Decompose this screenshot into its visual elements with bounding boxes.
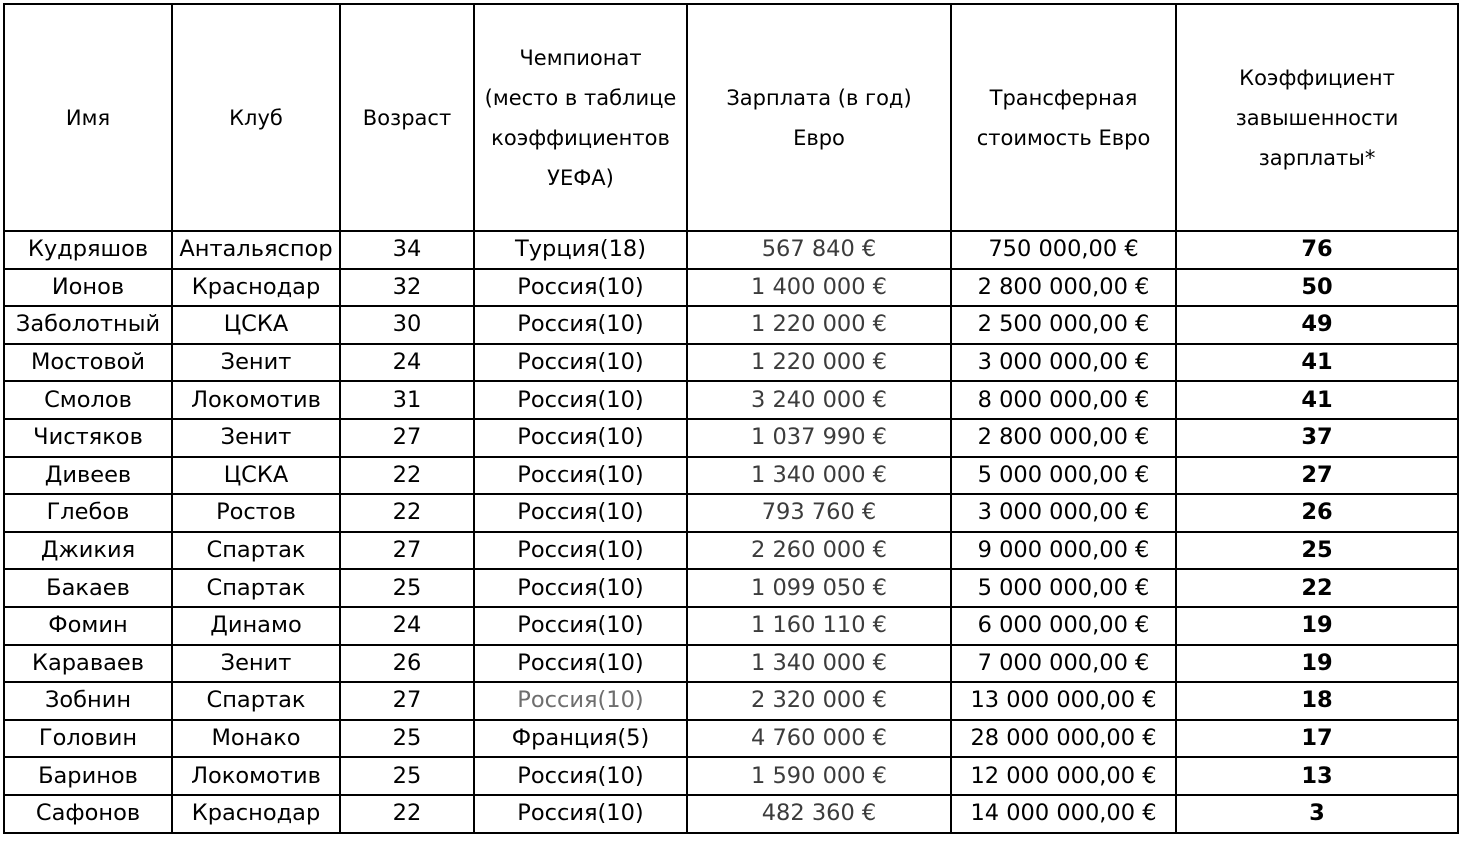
salary-table	[3, 3, 1459, 834]
coefficient-cell: 17	[1176, 720, 1458, 758]
header-age: Возраст	[340, 4, 474, 231]
club-cell: ЦСКА	[172, 306, 340, 344]
club-cell: Локомотив	[172, 757, 340, 795]
header-championship	[474, 4, 687, 231]
coefficient-cell: 50	[1176, 269, 1458, 307]
header-championship-text: Чемпионат (место в таблице коэффициентов УЕФА)	[484, 45, 677, 190]
transfer-value-cell: 5 000 000,00 €	[951, 457, 1176, 495]
salary-cell: 1 220 000 €	[687, 306, 951, 344]
championship-cell: Россия(10)	[474, 306, 687, 344]
transfer-value-cell: 6 000 000,00 €	[951, 607, 1176, 645]
club-cell: Локомотив	[172, 381, 340, 419]
coefficient-cell: 41	[1176, 344, 1458, 382]
age-cell: 30	[340, 306, 474, 344]
salary-cell: 1 037 990 €	[687, 419, 951, 457]
coefficient-cell: 27	[1176, 457, 1458, 495]
championship-cell: Россия(10)	[474, 457, 687, 495]
club-cell: Спартак	[172, 569, 340, 607]
transfer-value-cell: 3 000 000,00 €	[951, 494, 1176, 532]
player-name-cell: Дивеев	[4, 457, 172, 495]
table-header	[4, 4, 1458, 231]
player-name-cell: Фомин	[4, 607, 172, 645]
transfer-value-cell: 2 500 000,00 €	[951, 306, 1176, 344]
table-row	[4, 795, 1458, 833]
age-cell: 27	[340, 419, 474, 457]
age-cell: 27	[340, 532, 474, 570]
transfer-value-cell: 8 000 000,00 €	[951, 381, 1176, 419]
header-coefficient-text: Коэффициент завышенности зарплаты*	[1235, 65, 1399, 170]
player-name-cell: Сафонов	[4, 795, 172, 833]
championship-cell: Россия(10)	[474, 344, 687, 382]
championship-cell: Россия(10)	[474, 757, 687, 795]
header-name: Имя	[4, 4, 172, 231]
club-cell: Динамо	[172, 607, 340, 645]
club-cell: Зенит	[172, 645, 340, 683]
table-row	[4, 457, 1458, 495]
table-row	[4, 569, 1458, 607]
table-body	[4, 231, 1458, 833]
championship-cell: Россия(10)	[474, 494, 687, 532]
coefficient-cell: 37	[1176, 419, 1458, 457]
coefficient-cell: 3	[1176, 795, 1458, 833]
header-row	[4, 4, 1458, 231]
salary-cell: 1 220 000 €	[687, 344, 951, 382]
age-cell: 24	[340, 344, 474, 382]
championship-cell: Россия(10)	[474, 795, 687, 833]
transfer-value-cell: 13 000 000,00 €	[951, 682, 1176, 720]
player-name-cell: Головин	[4, 720, 172, 758]
transfer-value-cell: 9 000 000,00 €	[951, 532, 1176, 570]
salary-cell: 4 760 000 €	[687, 720, 951, 758]
coefficient-cell: 49	[1176, 306, 1458, 344]
table-row	[4, 757, 1458, 795]
salary-cell: 1 340 000 €	[687, 645, 951, 683]
coefficient-cell: 25	[1176, 532, 1458, 570]
player-name-cell: Баринов	[4, 757, 172, 795]
age-cell: 27	[340, 682, 474, 720]
age-cell: 25	[340, 720, 474, 758]
coefficient-cell: 26	[1176, 494, 1458, 532]
championship-cell: Россия(10)	[474, 682, 687, 720]
age-cell: 32	[340, 269, 474, 307]
transfer-value-cell: 14 000 000,00 €	[951, 795, 1176, 833]
header-transfer	[951, 4, 1176, 231]
player-name-cell: Зобнин	[4, 682, 172, 720]
coefficient-cell: 18	[1176, 682, 1458, 720]
age-cell: 31	[340, 381, 474, 419]
transfer-value-cell: 7 000 000,00 €	[951, 645, 1176, 683]
transfer-value-cell: 5 000 000,00 €	[951, 569, 1176, 607]
salary-cell: 793 760 €	[687, 494, 951, 532]
table-row	[4, 532, 1458, 570]
coefficient-cell: 22	[1176, 569, 1458, 607]
salary-cell: 1 160 110 €	[687, 607, 951, 645]
header-transfer-text: Трансферная стоимость Евро	[976, 85, 1151, 150]
transfer-value-cell: 2 800 000,00 €	[951, 419, 1176, 457]
salary-cell: 1 340 000 €	[687, 457, 951, 495]
club-cell: Спартак	[172, 682, 340, 720]
header-salary-text: Зарплата (в год) Евро	[726, 85, 912, 150]
club-cell: Зенит	[172, 344, 340, 382]
salary-cell: 2 260 000 €	[687, 532, 951, 570]
age-cell: 22	[340, 795, 474, 833]
championship-cell: Россия(10)	[474, 269, 687, 307]
player-name-cell: Ионов	[4, 269, 172, 307]
table-row	[4, 306, 1458, 344]
championship-cell: Россия(10)	[474, 607, 687, 645]
championship-cell: Россия(10)	[474, 532, 687, 570]
coefficient-cell: 13	[1176, 757, 1458, 795]
championship-cell: Россия(10)	[474, 645, 687, 683]
transfer-value-cell: 28 000 000,00 €	[951, 720, 1176, 758]
table-row	[4, 720, 1458, 758]
age-cell: 25	[340, 569, 474, 607]
championship-cell: Россия(10)	[474, 569, 687, 607]
player-name-cell: Заболотный	[4, 306, 172, 344]
coefficient-cell: 19	[1176, 645, 1458, 683]
club-cell: Антальяспор	[172, 231, 340, 269]
club-cell: Краснодар	[172, 269, 340, 307]
salary-cell: 1 590 000 €	[687, 757, 951, 795]
club-cell: Монако	[172, 720, 340, 758]
age-cell: 22	[340, 494, 474, 532]
salary-cell: 1 400 000 €	[687, 269, 951, 307]
table-row	[4, 607, 1458, 645]
salary-cell: 1 099 050 €	[687, 569, 951, 607]
club-cell: Ростов	[172, 494, 340, 532]
player-name-cell: Караваев	[4, 645, 172, 683]
championship-cell: Франция(5)	[474, 720, 687, 758]
transfer-value-cell: 3 000 000,00 €	[951, 344, 1176, 382]
championship-cell: Турция(18)	[474, 231, 687, 269]
salary-cell: 482 360 €	[687, 795, 951, 833]
player-name-cell: Мостовой	[4, 344, 172, 382]
club-cell: ЦСКА	[172, 457, 340, 495]
club-cell: Краснодар	[172, 795, 340, 833]
table-row	[4, 645, 1458, 683]
table-row	[4, 381, 1458, 419]
coefficient-cell: 76	[1176, 231, 1458, 269]
table-row	[4, 344, 1458, 382]
salary-cell: 567 840 €	[687, 231, 951, 269]
salary-cell: 3 240 000 €	[687, 381, 951, 419]
club-cell: Спартак	[172, 532, 340, 570]
age-cell: 26	[340, 645, 474, 683]
age-cell: 22	[340, 457, 474, 495]
coefficient-cell: 41	[1176, 381, 1458, 419]
championship-cell: Россия(10)	[474, 381, 687, 419]
age-cell: 24	[340, 607, 474, 645]
header-salary	[687, 4, 951, 231]
player-name-cell: Глебов	[4, 494, 172, 532]
player-name-cell: Бакаев	[4, 569, 172, 607]
player-name-cell: Чистяков	[4, 419, 172, 457]
header-club: Клуб	[172, 4, 340, 231]
player-name-cell: Кудряшов	[4, 231, 172, 269]
transfer-value-cell: 750 000,00 €	[951, 231, 1176, 269]
player-name-cell: Джикия	[4, 532, 172, 570]
age-cell: 25	[340, 757, 474, 795]
coefficient-cell: 19	[1176, 607, 1458, 645]
table-row	[4, 682, 1458, 720]
club-cell: Зенит	[172, 419, 340, 457]
table-row	[4, 269, 1458, 307]
table-row	[4, 419, 1458, 457]
age-cell: 34	[340, 231, 474, 269]
salary-cell: 2 320 000 €	[687, 682, 951, 720]
table-row	[4, 494, 1458, 532]
player-name-cell: Смолов	[4, 381, 172, 419]
transfer-value-cell: 12 000 000,00 €	[951, 757, 1176, 795]
championship-cell: Россия(10)	[474, 419, 687, 457]
transfer-value-cell: 2 800 000,00 €	[951, 269, 1176, 307]
header-coefficient	[1176, 4, 1458, 231]
table-row	[4, 231, 1458, 269]
